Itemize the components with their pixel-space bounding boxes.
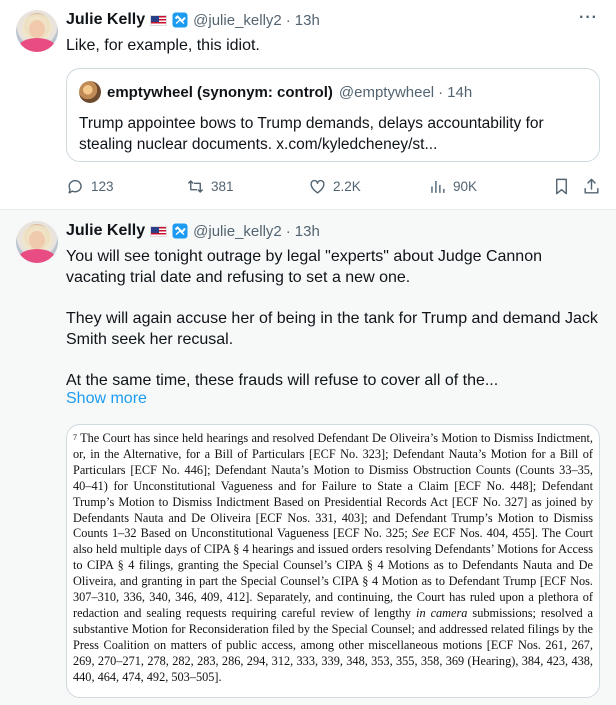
show-more-link[interactable]: Show more [66, 390, 147, 407]
attached-document-image[interactable] [66, 424, 600, 698]
tweet-text: Like, for example, this idiot. [66, 37, 260, 54]
like-count: 2.2K [333, 178, 361, 194]
separator-dot: · [438, 83, 444, 101]
quoted-header [107, 81, 472, 103]
views-button[interactable] [428, 175, 477, 197]
repost-button[interactable] [186, 175, 234, 197]
avatar[interactable] [16, 221, 58, 263]
verified-badge-icon [172, 12, 188, 28]
quoted-text: Trump appointee bows to Trump demands, delays accountability for stealing nuclear documents. x.com/kyledcheney/st... [79, 115, 544, 153]
tweet-paragraph-2: They will again accuse her of being in the tank for Trump and demand Jack Smith seek her recusal. [66, 310, 598, 348]
separator-dot: · [285, 11, 291, 29]
us-flag-icon [150, 226, 167, 237]
tweet-header [66, 220, 320, 242]
view-count: 90K [453, 178, 478, 194]
tweet-1[interactable] [0, 0, 616, 210]
timestamp[interactable]: 13h [294, 11, 320, 29]
court-footnote-text: $^7$ The Court has since held hearings and resolved Defendant De Oliveira’s Motion to Dismiss Indictment, or, in the Alternative, for a Bill of Particulars [ECF No. 323]; Defendant Nauta’s Motion for a Bill of Particulars [ECF No. 446]; Defendant Nauta’s Motion to Dismiss Obstruction Counts (Counts 33–35, 40–41) for Unconstitutional Vagueness and for Failure to State a Claim [ECF No. 448]; Defendant Trump’s Motion to Dismiss Indictment Based on Presidential Records Act [ECF No. 327] as joined by Defendants Nauta and De Oliveira [ECF Nos. 331, 403]; and Defendant Trump’s Motion to Dismiss Counts 1–32 Based on Unconstitutional Vagueness [ECF No. 325; See ECF Nos. 404, 455]. The Court also held multiple days of CIPA § 4 hearings and issued orders resolving Defendants’ Motions for Access to CIPA § 4 filings, granting the Special Counsel’s CIPA § 4 Motions as to Defendants Nauta and De Oliveira, and granting in part the Special Counsel’s CIPA § 4 Motion as to Defendant Trump [ECF Nos. 307–310, 336, 340, 346, 409, 412]. Separately, and continuing, the Court has ruled upon a plethora of redaction and sealing requests requiring careful review of lengthy in camera submissions; resolved a substantive Motion for Reconsideration filed by the Special Counsel; and addressed related filings by the Press Coalition on matters of public access, among other miscellaneous motions [ECF Nos. 261, 267, 269, 270–271, 278, 282, 283, 286, 294, 312, 333, 339, 348, 353, 355, 358, 369 (Hearing), 384, 423, 438, 440, 464, 474, 492, 503–505]. [73, 431, 594, 684]
views-chart-icon [428, 177, 447, 196]
author-handle[interactable]: @julie_kelly2 [193, 11, 282, 29]
share-button[interactable] [582, 175, 601, 197]
reply-icon [66, 177, 85, 196]
quoted-author-name: emptywheel (synonym: control) [107, 83, 333, 101]
avatar[interactable] [16, 10, 58, 52]
quoted-author-handle: @emptywheel [338, 83, 435, 101]
separator-dot: · [285, 222, 291, 240]
quoted-timestamp: 14h [447, 83, 473, 101]
action-bar [66, 175, 606, 197]
heart-icon [308, 177, 327, 196]
share-icon [582, 177, 601, 196]
repost-count: 381 [211, 178, 234, 194]
verified-badge-icon [172, 223, 188, 239]
timestamp[interactable]: 13h [294, 222, 320, 240]
author-name[interactable]: Julie Kelly [66, 11, 146, 28]
reply-count: 123 [91, 178, 114, 194]
bookmark-icon [552, 177, 571, 196]
tweet-header [66, 9, 320, 31]
quoted-tweet[interactable] [66, 68, 600, 162]
more-options-button[interactable]: ··· [579, 9, 598, 26]
repost-icon [186, 177, 205, 196]
author-name[interactable]: Julie Kelly [66, 222, 146, 239]
reply-button[interactable] [66, 175, 114, 197]
quoted-avatar[interactable] [79, 81, 101, 103]
bookmark-button[interactable] [552, 175, 571, 197]
tweet-paragraph-3: At the same time, these frauds will refuse to cover all of the... [66, 372, 499, 389]
like-button[interactable] [308, 175, 361, 197]
footnote-number: 7 [73, 433, 77, 442]
author-handle[interactable]: @julie_kelly2 [193, 222, 282, 240]
us-flag-icon [150, 15, 167, 26]
tweet-paragraph-1: You will see tonight outrage by legal "experts" about Judge Cannon vacating trial date and refusing to set a new one. [66, 248, 542, 286]
tweet-2[interactable] [0, 210, 616, 705]
